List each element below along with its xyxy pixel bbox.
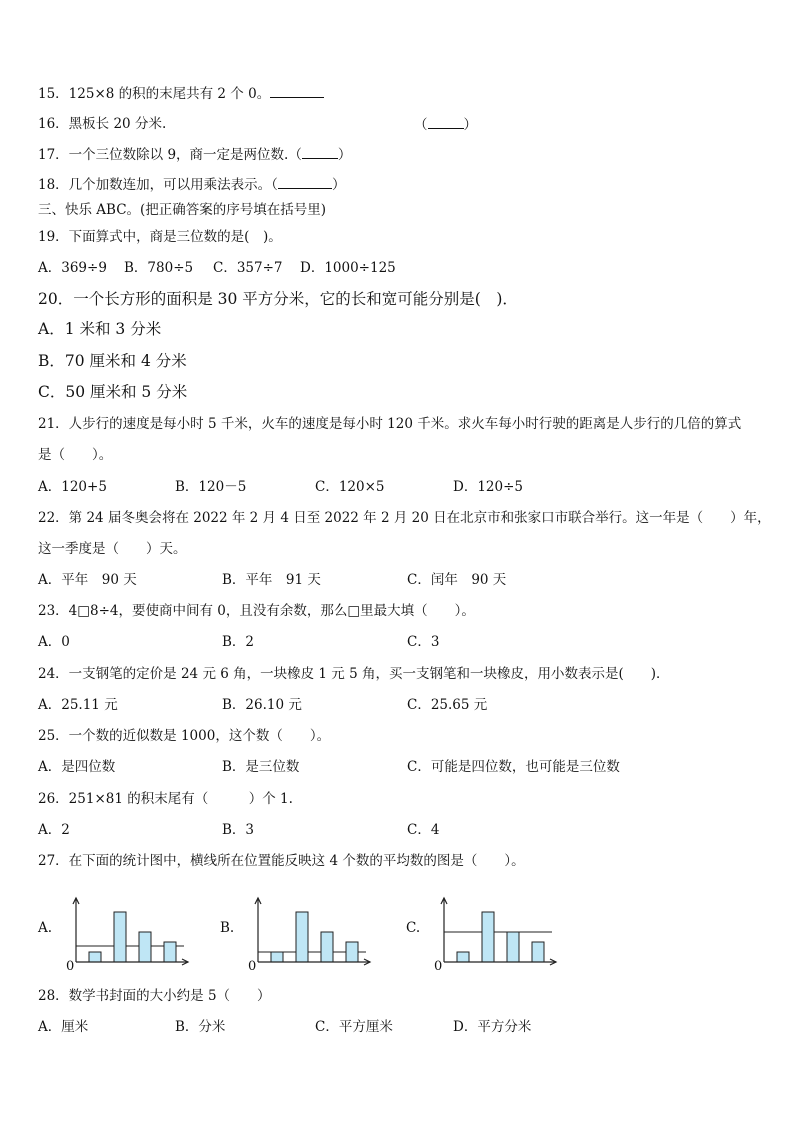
bar-chart-a: [64, 892, 194, 974]
q20-option-b[interactable]: B．70 厘米和 4 分米: [38, 352, 187, 370]
origin-label: 0: [66, 959, 75, 974]
q19-option-c[interactable]: C．357÷7: [213, 260, 283, 276]
bar-3: [321, 932, 333, 962]
bar-1: [89, 952, 101, 962]
question-16: [38, 115, 166, 133]
q21-option-b[interactable]: B．120－5: [175, 479, 247, 495]
question-22-text-line2: 这一季度是（ ）天。: [38, 541, 187, 557]
figure-label-c[interactable]: C.: [406, 920, 421, 936]
q26-option-a[interactable]: A．2: [38, 822, 70, 838]
bar-chart-b: [246, 892, 376, 974]
q28-option-c[interactable]: C．平方厘米: [315, 1019, 393, 1035]
q23-option-b[interactable]: B．2: [222, 634, 255, 650]
question-21-text-line1: 21．人步行的速度是每小时 5 千米，火车的速度是每小时 120 千米。求火车每小时行驶的距离是人步行的几倍的算式: [38, 416, 742, 432]
q24-option-c[interactable]: C．25.65 元: [407, 697, 488, 713]
bar-1: [457, 952, 469, 962]
bar-3: [139, 932, 151, 962]
question-21-text-line2: 是（ ）。: [38, 447, 113, 463]
q23-option-a[interactable]: A．0: [38, 634, 70, 650]
origin-label: 0: [248, 959, 257, 974]
question-28-text: 28．数学书封面的大小约是 5（ ）: [38, 988, 271, 1004]
question-20-text: 20．一个长方形的面积是 30 平方分米，它的长和宽可能分别是( )．: [38, 290, 518, 308]
bar-4: [346, 942, 358, 962]
origin-label: 0: [434, 959, 443, 974]
question-23-text: 23．4□8÷4，要使商中间有 0，且没有余数，那么□里最大填（ ）。: [38, 603, 475, 619]
q20-option-c[interactable]: C．50 厘米和 5 分米: [38, 383, 188, 401]
bar-4: [532, 942, 544, 962]
q25-option-b[interactable]: B．是三位数: [222, 759, 300, 775]
q22-option-c[interactable]: C．闰年 90 天: [407, 572, 507, 588]
bar-1: [271, 952, 283, 962]
question-19-text: 19．下面算式中，商是三位数的是( )。: [38, 229, 282, 245]
q19-option-b[interactable]: B．780÷5: [124, 260, 194, 276]
question-16-text: 16．黑板长 20 分米.: [38, 116, 167, 132]
question-15: [38, 84, 324, 103]
question-17: 17．一个三位数除以 9，商一定是两位数.（ ）: [38, 147, 352, 163]
q22-option-b[interactable]: B．平年 91 天: [222, 572, 321, 588]
figure-label-b[interactable]: B.: [220, 920, 235, 936]
question-27-text: 27．在下面的统计图中，横线所在位置能反映这 4 个数的平均数的图是（ ）。: [38, 853, 525, 869]
question-25-text: 25．一个数的近似数是 1000，这个数（ ）。: [38, 728, 331, 744]
bar-2: [296, 912, 308, 962]
question-26-text: 26．251×81 的积末尾有（ ）个 1.: [38, 791, 293, 807]
q22-option-a[interactable]: A．平年 90 天: [38, 572, 137, 588]
question-15-text: 15．125×8 的积的末尾共有 2 个 0。: [38, 86, 271, 102]
question-16-answer: （ ）: [414, 117, 477, 133]
figure-label-a[interactable]: A.: [38, 920, 53, 936]
question-24-text: 24．一支钢笔的定价是 24 元 6 角，一块橡皮 1 元 5 角，买一支钢笔和一块橡皮，用小数表示是( )．: [38, 666, 670, 682]
q21-option-d[interactable]: D．120÷5: [453, 479, 523, 495]
q24-option-b[interactable]: B．26.10 元: [222, 697, 302, 713]
q28-option-b[interactable]: B．分米: [175, 1019, 226, 1035]
question-18: 18．几个加数连加，可以用乘法表示。（ ）: [38, 177, 346, 193]
question-17-text: 17．一个三位数除以 9，商一定是两位数.（: [38, 147, 302, 163]
q26-option-b[interactable]: B．3: [222, 822, 255, 838]
q26-option-c[interactable]: C．4: [407, 822, 440, 838]
bar-2: [482, 912, 494, 962]
q19-option-a[interactable]: A．369÷9: [38, 260, 107, 276]
q25-option-a[interactable]: A．是四位数: [38, 759, 116, 775]
answer-blank[interactable]: [428, 115, 464, 129]
q28-option-a[interactable]: A．厘米: [38, 1019, 89, 1035]
bar-4: [164, 942, 176, 962]
q21-option-a[interactable]: A．120+5: [38, 479, 107, 495]
q25-option-c[interactable]: C．可能是四位数，也可能是三位数: [407, 759, 620, 775]
q24-option-a[interactable]: A．25.11 元: [38, 697, 118, 713]
section-3-title: 三、快乐 ABC。(把正确答案的序号填在括号里): [38, 202, 327, 218]
bar-2: [114, 912, 126, 962]
q20-option-a[interactable]: A．1 米和 3 分米: [38, 320, 162, 338]
answer-blank[interactable]: [302, 145, 338, 159]
q19-option-d[interactable]: D．1000÷125: [300, 260, 396, 276]
q21-option-c[interactable]: C．120×5: [315, 479, 385, 495]
question-18-text: 18．几个加数连加，可以用乘法表示。（: [38, 177, 278, 193]
bar-3: [507, 932, 519, 962]
bar-chart-c: [432, 892, 562, 974]
q23-option-c[interactable]: C．3: [407, 634, 440, 650]
q28-option-d[interactable]: D．平方分米: [453, 1019, 532, 1035]
answer-blank[interactable]: [278, 175, 332, 189]
answer-blank[interactable]: [270, 84, 324, 98]
question-22-text-line1: 22．第 24 届冬奥会将在 2022 年 2 月 4 日至 2022 年 2 月 20 日在北京市和张家口市联合举行。这一年是（ ）年，: [38, 510, 771, 526]
